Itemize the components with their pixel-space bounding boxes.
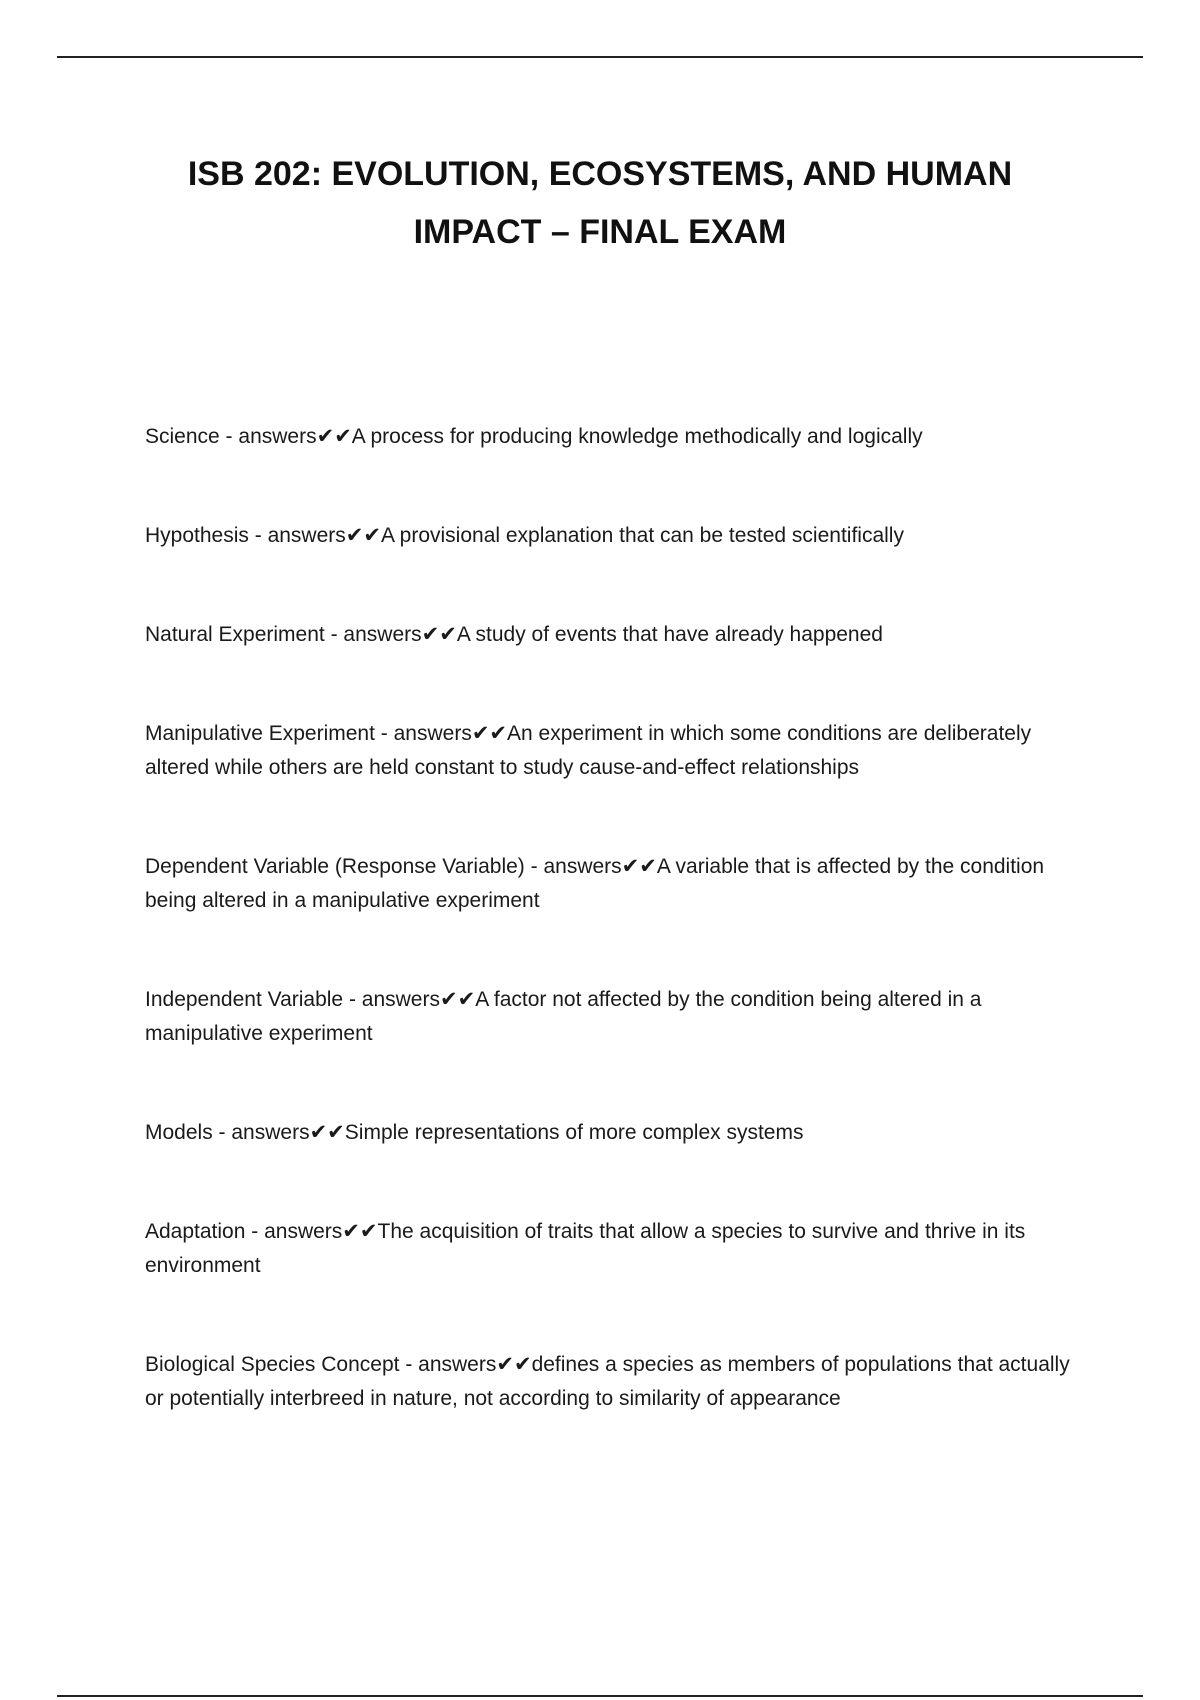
definition: Simple representations of more complex systems	[344, 1121, 804, 1144]
list-item	[145, 850, 1090, 918]
definition: An experiment in which some conditions are deliberately altered while others are held constant to study cause-and-effect relationships	[145, 722, 1032, 779]
term: Natural Experiment	[145, 623, 325, 646]
check-mark-icon: ✔✔	[345, 524, 381, 547]
list-item	[145, 1348, 1090, 1416]
separator: -	[524, 855, 544, 878]
separator: -	[399, 1353, 419, 1376]
answer-marker: answers	[418, 1353, 497, 1376]
answer-marker: answers	[393, 722, 472, 745]
check-mark-icon: ✔✔	[421, 623, 457, 646]
term: Independent Variable	[145, 988, 344, 1011]
list-item	[145, 420, 1090, 454]
check-mark-icon: ✔✔	[316, 425, 352, 448]
separator: -	[245, 1220, 265, 1243]
term: Hypothesis	[145, 524, 249, 547]
definition: A factor not affected by the condition being altered in a manipulative experiment	[145, 988, 982, 1045]
separator: -	[248, 524, 268, 547]
term: Science	[145, 425, 220, 448]
list-item	[145, 983, 1090, 1051]
check-mark-icon: ✔✔	[621, 855, 657, 878]
definition: A study of events that have already happened	[456, 623, 883, 646]
list-item	[145, 717, 1090, 785]
list-item	[145, 519, 1090, 553]
separator: -	[374, 722, 394, 745]
separator: -	[219, 425, 239, 448]
list-item	[145, 618, 1090, 652]
answer-marker: answers	[543, 855, 622, 878]
answer-marker: answers	[264, 1220, 343, 1243]
separator: -	[212, 1121, 232, 1144]
flashcard-list	[145, 420, 1090, 1481]
top-rule	[57, 56, 1143, 58]
answer-marker: answers	[231, 1121, 310, 1144]
answer-marker: answers	[267, 524, 346, 547]
check-mark-icon: ✔✔	[471, 722, 508, 745]
check-mark-icon: ✔✔	[342, 1220, 378, 1243]
list-item	[145, 1116, 1090, 1150]
term: Models	[145, 1121, 213, 1144]
check-mark-icon: ✔✔	[309, 1121, 345, 1144]
definition: A provisional explanation that can be tested scientifically	[380, 524, 904, 547]
separator: -	[324, 623, 344, 646]
answer-marker: answers	[238, 425, 317, 448]
term: Adaptation	[145, 1220, 246, 1243]
separator: -	[343, 988, 362, 1011]
list-item	[145, 1215, 1090, 1283]
definition: The acquisition of traits that allow a species to survive and thrive in its environment	[145, 1220, 1026, 1277]
answer-marker: answers	[361, 988, 440, 1011]
definition: A variable that is affected by the condition being altered in a manipulative experiment	[145, 855, 1045, 912]
document-title: ISB 202: EVOLUTION, ECOSYSTEMS, AND HUMAN IMPACT – FINAL EXAM	[187, 155, 1013, 251]
definition: A process for producing knowledge methodically and logically	[351, 425, 923, 448]
term: Manipulative Experiment	[145, 722, 375, 745]
term: Biological Species Concept	[145, 1353, 400, 1376]
answer-marker: answers	[343, 623, 422, 646]
check-mark-icon: ✔✔	[439, 988, 476, 1011]
definition: defines a species as members of populations that actually or potentially interbreed in nature, not according to similarity of appearance	[145, 1353, 1070, 1410]
term: Dependent Variable (Response Variable)	[145, 855, 525, 878]
check-mark-icon: ✔✔	[496, 1353, 532, 1376]
bottom-rule	[57, 1695, 1143, 1697]
